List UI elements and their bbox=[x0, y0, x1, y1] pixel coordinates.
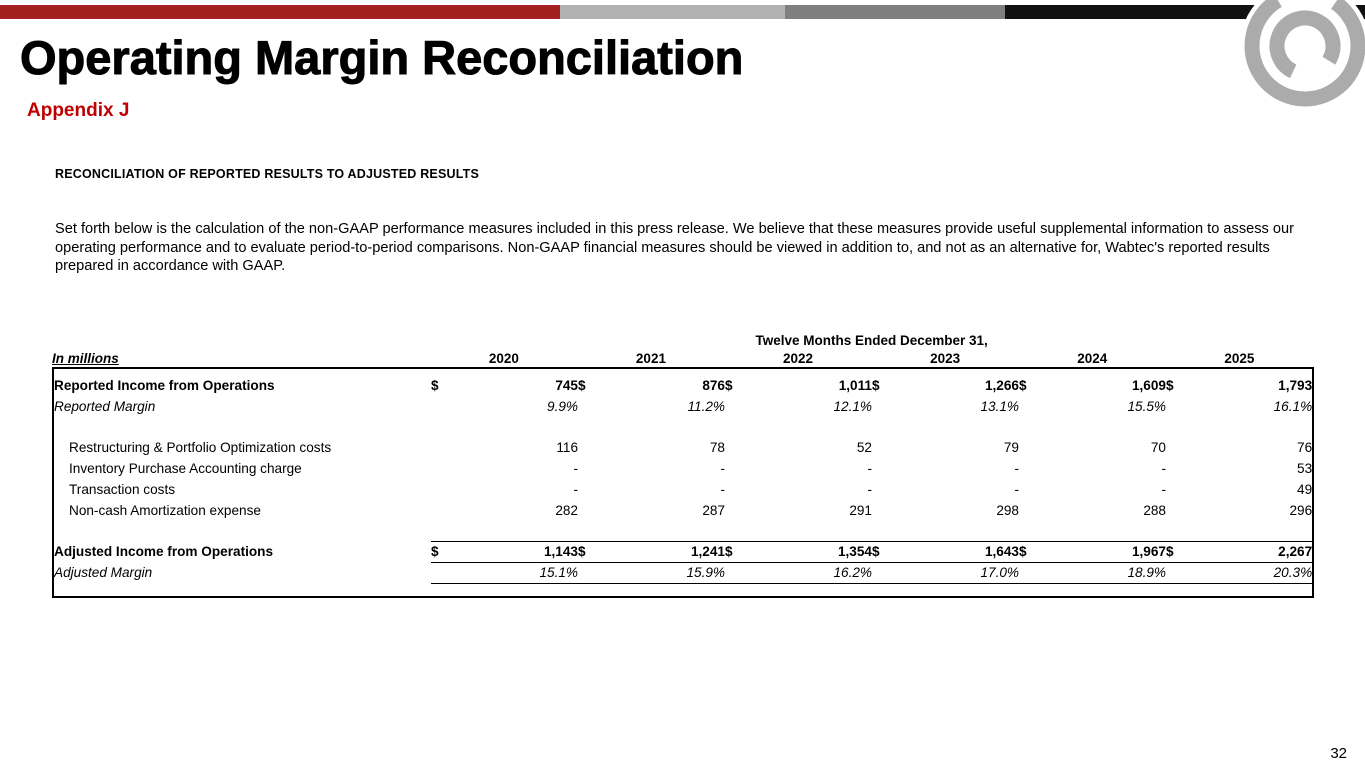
bar-segment-red bbox=[0, 5, 560, 19]
cell-value: 12.1% bbox=[833, 399, 872, 414]
currency-symbol bbox=[1166, 396, 1188, 417]
body-paragraph: Set forth below is the calculation of the non-GAAP performance measures included in this press release. We believe that these measures provide useful supplemental information to assess our operating performance and to evaluate period-to-period comparisons. Non-GAAP financial measures should be viewed in addition to, and not as an alternative for, Wabtec's reported results prepared in accordance with GAAP. bbox=[55, 221, 1294, 275]
cell-value: 79 bbox=[1003, 440, 1019, 455]
cell-value: 287 bbox=[702, 503, 725, 518]
cell-value: 876 bbox=[702, 378, 725, 393]
cell-value: 76 bbox=[1297, 440, 1313, 455]
row-label: Non-cash Amortization expense bbox=[69, 503, 261, 518]
cell-value: 78 bbox=[709, 440, 725, 455]
cell-value: 52 bbox=[856, 440, 872, 455]
top-accent-bar bbox=[0, 5, 1365, 19]
cell-value: 1,609 bbox=[1131, 378, 1166, 393]
cell-value: 70 bbox=[1150, 440, 1166, 455]
currency-symbol bbox=[725, 396, 747, 417]
currency-symbol bbox=[578, 479, 600, 500]
bar-segment-lightgray bbox=[560, 5, 785, 19]
cell-value: - bbox=[867, 482, 872, 497]
cell-value: 15.5% bbox=[1127, 399, 1166, 414]
currency-symbol bbox=[578, 396, 600, 417]
currency-symbol bbox=[1019, 396, 1041, 417]
table-row bbox=[53, 437, 1313, 458]
cell-value: 1,266 bbox=[984, 378, 1019, 393]
currency-symbol bbox=[431, 562, 453, 583]
cell-value: - bbox=[1014, 482, 1019, 497]
table-row bbox=[53, 396, 1313, 417]
section-heading: RECONCILIATION OF REPORTED RESULTS TO ADJUSTED RESULTS bbox=[55, 167, 480, 181]
table-row bbox=[53, 562, 1313, 583]
currency-symbol: $ bbox=[872, 378, 880, 393]
cell-value: 18.9% bbox=[1041, 562, 1166, 583]
table-row bbox=[53, 375, 1313, 396]
year-header: 2023 bbox=[930, 351, 961, 366]
cell-value: 296 bbox=[1289, 503, 1313, 518]
bar-segment-gray bbox=[785, 5, 1005, 19]
row-label: Reported Margin bbox=[54, 399, 156, 414]
currency-symbol bbox=[431, 437, 453, 458]
cell-value: 1,793 bbox=[1278, 378, 1313, 393]
years-row bbox=[52, 348, 1313, 366]
currency-symbol bbox=[872, 479, 894, 500]
cell-value: 1,643 bbox=[894, 541, 1019, 562]
currency-symbol: $ bbox=[1166, 378, 1174, 393]
cell-value: 16.2% bbox=[747, 562, 872, 583]
currency-symbol bbox=[725, 437, 747, 458]
spacer-row bbox=[53, 417, 1313, 437]
currency-symbol bbox=[578, 458, 600, 479]
year-header: 2025 bbox=[1224, 351, 1255, 366]
table-body bbox=[53, 368, 1313, 597]
currency-symbol bbox=[872, 437, 894, 458]
currency-symbol bbox=[725, 479, 747, 500]
cell-value: - bbox=[1014, 461, 1019, 476]
year-header: 2020 bbox=[488, 351, 519, 366]
currency-symbol: $ bbox=[431, 378, 439, 393]
currency-symbol bbox=[1166, 437, 1188, 458]
row-label: Transaction costs bbox=[69, 482, 176, 497]
table-group-header: Twelve Months Ended December 31, bbox=[755, 333, 988, 348]
currency-symbol bbox=[578, 437, 600, 458]
cell-value: 745 bbox=[555, 378, 578, 393]
cell-value: - bbox=[1161, 482, 1166, 497]
reconciliation-table bbox=[52, 330, 1313, 598]
table-body-box bbox=[52, 367, 1314, 598]
group-header-row bbox=[52, 330, 1313, 348]
currency-symbol: $ bbox=[431, 541, 453, 562]
cell-value: 13.1% bbox=[980, 399, 1019, 414]
row-label: Inventory Purchase Accounting charge bbox=[69, 461, 302, 476]
currency-symbol bbox=[1019, 458, 1041, 479]
page-number: 32 bbox=[1330, 745, 1347, 762]
currency-symbol bbox=[725, 500, 747, 521]
currency-symbol bbox=[578, 500, 600, 521]
cell-value: 1,241 bbox=[600, 541, 725, 562]
currency-symbol bbox=[1019, 437, 1041, 458]
cell-value: - bbox=[867, 461, 872, 476]
table-row bbox=[53, 479, 1313, 500]
cell-value: 288 bbox=[1143, 503, 1166, 518]
currency-symbol: $ bbox=[1019, 378, 1027, 393]
spacer-row bbox=[53, 521, 1313, 541]
currency-symbol: $ bbox=[1166, 541, 1188, 562]
currency-symbol bbox=[725, 562, 747, 583]
table-row bbox=[53, 500, 1313, 521]
currency-symbol: $ bbox=[725, 378, 733, 393]
cell-value: 116 bbox=[556, 440, 578, 455]
row-label: Adjusted Income from Operations bbox=[54, 544, 274, 559]
slide-title: Operating Margin Reconciliation bbox=[20, 31, 744, 84]
cell-value: 16.1% bbox=[1273, 399, 1313, 414]
unit-label: In millions bbox=[52, 351, 119, 366]
currency-symbol bbox=[1166, 500, 1188, 521]
table-row bbox=[53, 541, 1313, 562]
currency-symbol bbox=[872, 500, 894, 521]
currency-symbol: $ bbox=[725, 541, 747, 562]
currency-symbol bbox=[872, 562, 894, 583]
cell-value: - bbox=[720, 482, 725, 497]
year-header: 2021 bbox=[635, 351, 666, 366]
currency-symbol bbox=[1019, 500, 1041, 521]
cell-value: 17.0% bbox=[894, 562, 1019, 583]
currency-symbol bbox=[431, 458, 453, 479]
cell-value: - bbox=[1161, 461, 1166, 476]
cell-value: - bbox=[720, 461, 725, 476]
cell-value: 15.9% bbox=[600, 562, 725, 583]
currency-symbol bbox=[1019, 479, 1041, 500]
currency-symbol: $ bbox=[578, 541, 600, 562]
slide-subtitle: Appendix J bbox=[27, 100, 130, 121]
cell-value: 291 bbox=[849, 503, 872, 518]
row-label: Restructuring & Portfolio Optimization costs bbox=[69, 440, 332, 455]
currency-symbol bbox=[1166, 458, 1188, 479]
cell-value: - bbox=[573, 482, 578, 497]
row-label: Adjusted Margin bbox=[54, 565, 153, 580]
currency-symbol: $ bbox=[872, 541, 894, 562]
year-header: 2024 bbox=[1077, 351, 1108, 366]
spacer-row bbox=[53, 583, 1313, 597]
cell-value: 298 bbox=[996, 503, 1019, 518]
currency-symbol bbox=[725, 458, 747, 479]
cell-value: 2,267 bbox=[1188, 541, 1313, 562]
currency-symbol bbox=[1166, 562, 1188, 583]
cell-value: 20.3% bbox=[1188, 562, 1313, 583]
cell-value: 1,354 bbox=[747, 541, 872, 562]
currency-symbol bbox=[431, 479, 453, 500]
currency-symbol bbox=[578, 562, 600, 583]
currency-symbol: $ bbox=[578, 378, 586, 393]
cell-value: - bbox=[573, 461, 578, 476]
currency-symbol bbox=[431, 500, 453, 521]
currency-symbol bbox=[1019, 562, 1041, 583]
currency-symbol bbox=[872, 396, 894, 417]
cell-value: 53 bbox=[1297, 461, 1313, 476]
cell-value: 11.2% bbox=[687, 399, 725, 414]
table-row bbox=[53, 458, 1313, 479]
table-header bbox=[52, 330, 1313, 366]
cell-value: 1,143 bbox=[453, 541, 578, 562]
company-logo-icon bbox=[1233, 0, 1365, 126]
cell-value: 9.9% bbox=[547, 399, 578, 414]
currency-symbol bbox=[1166, 479, 1188, 500]
cell-value: 282 bbox=[555, 503, 578, 518]
spacer-row bbox=[53, 368, 1313, 375]
row-label: Reported Income from Operations bbox=[54, 378, 275, 393]
cell-value: 1,967 bbox=[1041, 541, 1166, 562]
cell-value: 1,011 bbox=[838, 378, 872, 393]
cell-value: 15.1% bbox=[453, 562, 578, 583]
currency-symbol bbox=[872, 458, 894, 479]
cell-value: 49 bbox=[1297, 482, 1313, 497]
currency-symbol: $ bbox=[1019, 541, 1041, 562]
currency-symbol bbox=[431, 396, 453, 417]
year-header: 2022 bbox=[783, 351, 814, 366]
